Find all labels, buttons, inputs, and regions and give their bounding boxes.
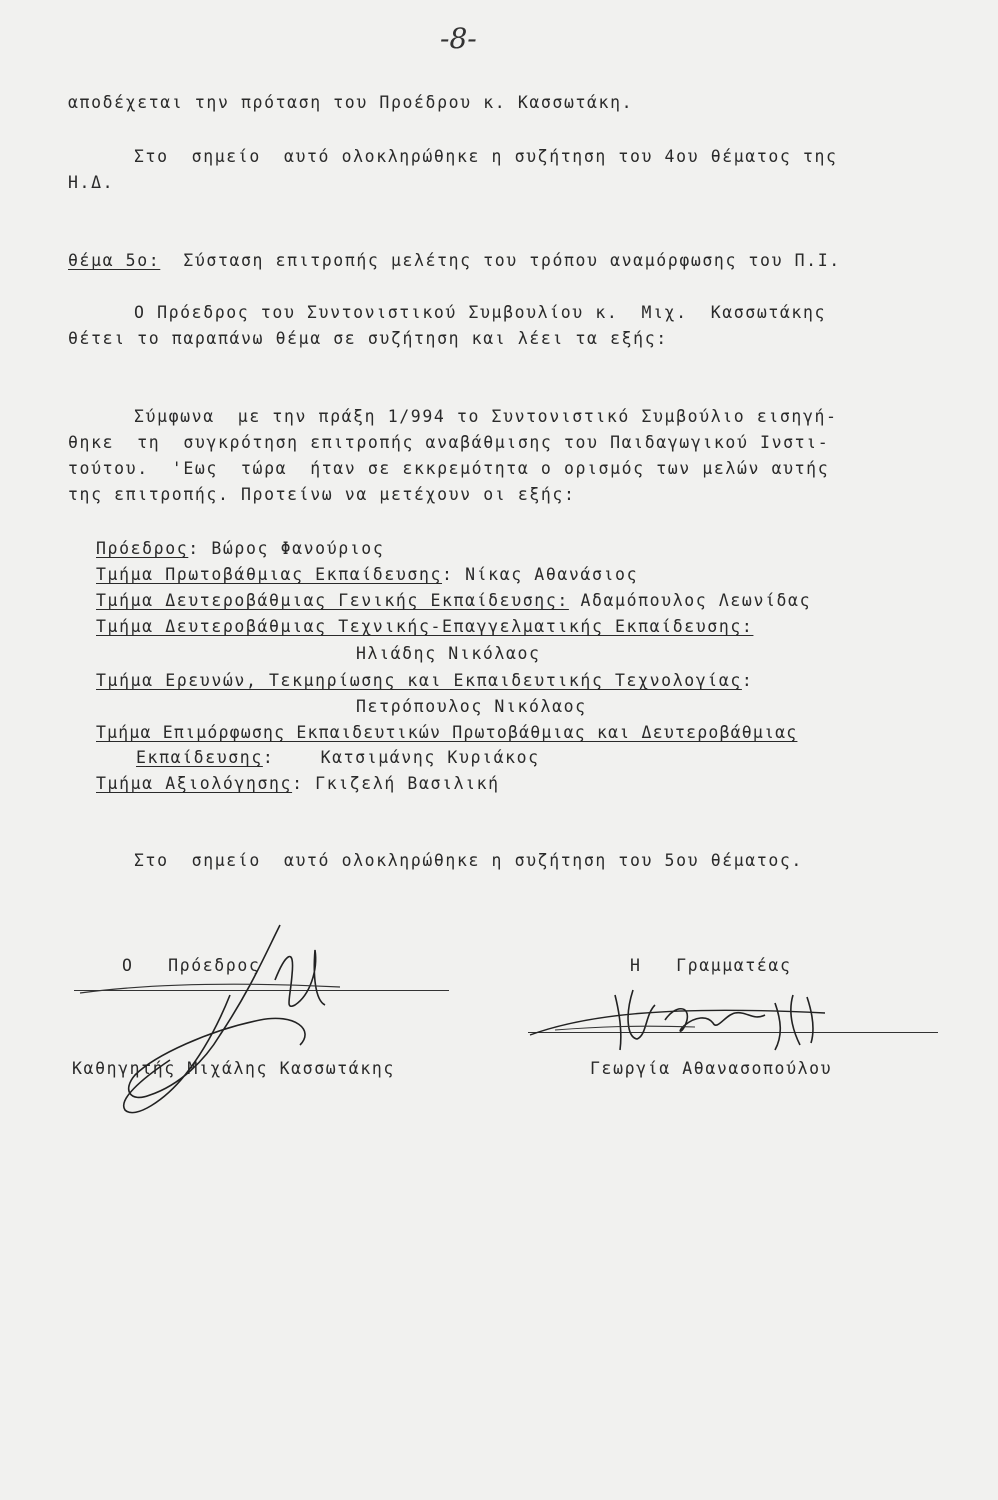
member-sep: : [262, 748, 275, 767]
member-role: Τμήμα Δευτεροβάθμιας Τεχνικής-Επαγγελματικής Εκπαίδευσης: [96, 617, 754, 636]
member-role: Τμήμα Πρωτοβάθμιας Εκπαίδευσης [96, 565, 443, 584]
right-signatory-name: Γεωργία Αθανασοπούλου [590, 1059, 833, 1078]
page-number: -8- [440, 22, 477, 55]
member-name: Νίκας Αθανάσιος [453, 565, 639, 584]
closing-line: Στο σημείο αυτό ολοκληρώθηκε η συζήτηση του 5ου θέματος. [134, 851, 803, 870]
text-line: Η.Δ. [68, 173, 115, 192]
member-role: Εκπαίδευσης [136, 748, 263, 767]
member-name: Γκιζελή Βασιλική [303, 774, 500, 793]
member-name: Ηλιάδης Νικόλαος [356, 644, 541, 663]
text-line: Σύμφωνα με την πράξη 1/994 το Συντονιστικό Συμβούλιο εισηγή- [134, 407, 838, 426]
member-row [96, 590, 811, 612]
text-line: Στο σημείο αυτό ολοκληρώθηκε η συζήτηση του 4ου θέματος της [134, 147, 838, 166]
member-name: Κατσιμάνης Κυριάκος [320, 748, 540, 767]
member-row [96, 722, 797, 744]
right-signatory-title: Η Γραμματέας [630, 956, 792, 975]
member-sep: : [442, 565, 454, 584]
member-role: Τμήμα Επιμόρφωσης Εκπαιδευτικών Πρωτοβάθμιας και Δευτεροβάθμιας [96, 723, 798, 742]
topic-label: θέμα 5ο: [68, 251, 161, 270]
member-row [96, 538, 384, 560]
topic-heading [68, 250, 841, 272]
text-line: θηκε τη συγκρότηση επιτροπής αναβάθμισης του Παιδαγωγικού Ινστι- [68, 433, 830, 452]
member-row [96, 670, 753, 692]
right-handwritten-signature [525, 975, 845, 1065]
topic-text: Σύσταση επιτροπής μελέτης του τρόπου αναμόρφωσης του Π.Ι. [183, 251, 841, 270]
member-name: Πετρόπουλος Νικόλαος [356, 697, 587, 716]
member-row [96, 773, 500, 795]
text-line: θέτει το παραπάνω θέμα σε συζήτηση και λέει τα εξής: [68, 329, 668, 348]
member-role: Τμήμα Αξιολόγησης [96, 774, 293, 793]
member-sep: : [188, 539, 200, 558]
member-name: Βώρος Φανούριος [199, 539, 385, 558]
member-role: Τμήμα Ερευνών, Τεκμηρίωσης και Εκπαιδευτικής Τεχνολογίας [96, 671, 742, 690]
left-signatory-title: Ο Πρόεδρος [122, 956, 261, 975]
text-line: της επιτροπής. Προτείνω να μετέχουν οι εξής: [68, 485, 576, 504]
member-row [136, 747, 540, 769]
member-name: Αδαμόπουλος Λεωνίδας [580, 591, 812, 610]
member-sep: : [741, 671, 754, 690]
left-handwritten-signature [80, 915, 380, 1135]
member-row [96, 616, 753, 638]
member-role: Τμήμα Δευτεροβάθμιας Γενικής Εκπαίδευσης: [96, 591, 569, 610]
member-sep: : [292, 774, 304, 793]
left-signatory-name: Καθηγητής Μιχάλης Κασσωτάκης [72, 1059, 395, 1078]
member-row [96, 564, 638, 586]
text-line: Ο Πρόεδρος του Συντονιστικού Συμβουλίου κ. Μιχ. Κασσωτάκης [134, 303, 827, 322]
text-line: τούτου. 'Εως τώρα ήταν σε εκκρεμότητα ο ορισμός των μελών αυτής [68, 459, 830, 478]
text-line: αποδέχεται την πρόταση του Προέδρου κ. Κασσωτάκη. [68, 93, 634, 112]
member-role: Πρόεδρος [96, 539, 189, 558]
